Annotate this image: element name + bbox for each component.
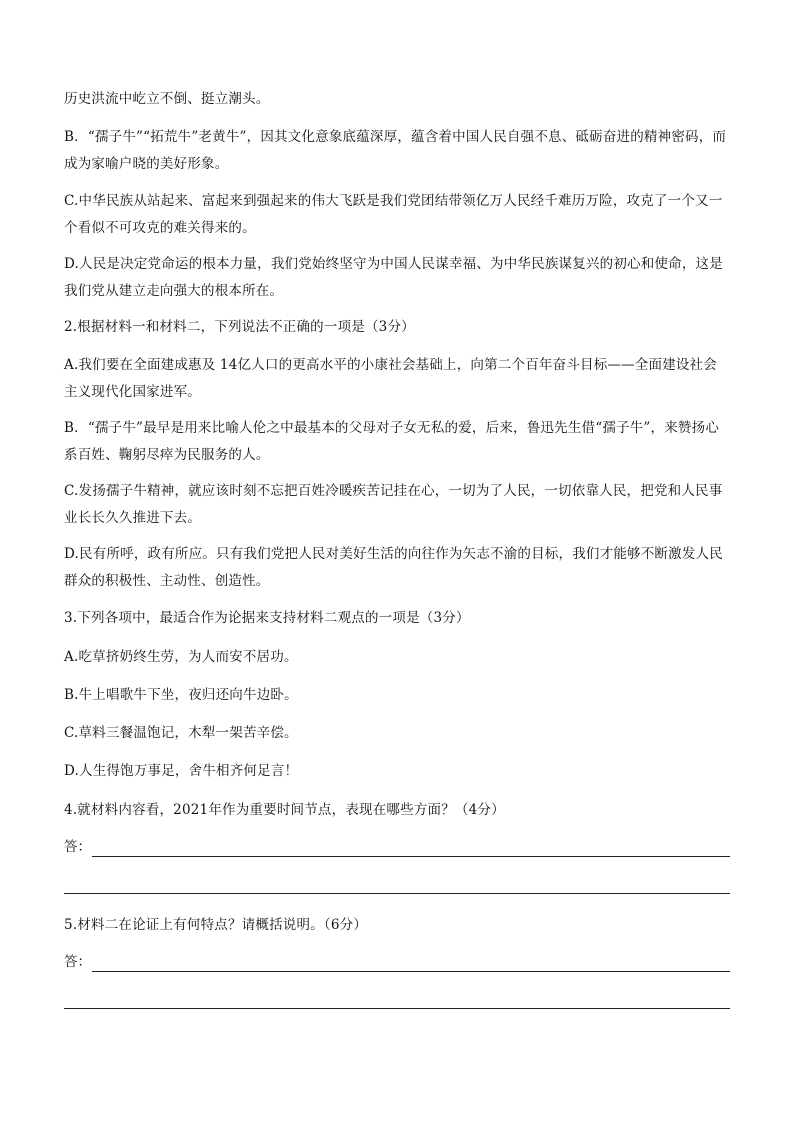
q5-stem: 5.材料二在论证上有何特点？请概括说明。（6分） [64,917,368,933]
q5-answer-label: 答： [64,954,91,970]
q2-stem: 2.根据材料一和材料二，下列说法不正确的一项是（3分） [64,319,415,335]
q1-option-d: D.人民是决定党命运的根本力量，我们党始终坚守为中国人民谋幸福、为中华民族谋复兴的初心和使命，这是我们党从建立走向强大的根本所在。 [64,256,723,299]
q4-answer-line-2[interactable] [64,893,730,894]
q4-stem: 4.就材料内容看，2021年作为重要时间节点，表现在哪些方面？（4分） [64,802,505,818]
q4-answer-label: 答： [64,839,91,855]
q3-option-b: B.牛上唱歌牛下坐，夜归还向牛边卧。 [64,687,298,703]
q5-answer-row[interactable] [64,950,730,972]
q5-answer-line-2[interactable] [64,1008,730,1009]
q3-option-c: C.草料三餐温饱记，木犁一架苦辛偿。 [64,725,298,741]
q2-option-c: C.发扬孺子牛精神，就应该时刻不忘把百姓冷暖疾苦记挂在心，一切为了人民，一切依靠人民，把党和人民事业长长久久推进下去。 [64,483,723,526]
q3-option-d: D.人生得饱万事足，舍牛相齐何足言！ [64,763,299,779]
q4-answer-row[interactable] [64,835,730,857]
q2-option-d: D.民有所呼，政有所应。只有我们党把人民对美好生活的向往作为矢志不渝的目标，我们才能够不断激发人民群众的积极性、主动性、创造性。 [64,546,723,589]
q1-option-b: B．“孺子牛”“拓荒牛”老黄牛”，因其文化意象底蕴深厚，蕴含着中国人民自强不息、砥砺奋进的精神密码，而成为家喻户晓的美好形象。 [64,129,727,172]
q2-option-b: B．“孺子牛”最早是用来比喻人伦之中最基本的父母对子女无私的爱，后来，鲁迅先生借“孺子牛”，来赞扬心系百姓、鞠躬尽瘁为民服务的人。 [64,420,720,463]
q1-option-a-continuation: 历史洪流中屹立不倒、挺立潮头。 [64,91,270,107]
q3-stem: 3.下列各项中，最适合作为论据来支持材料二观点的一项是（3分） [64,610,470,626]
q2-option-a: A.我们要在全面建成惠及 14亿人口的更高水平的小康社会基础上，向第二个百年奋斗目标——全面建设社会主义现代化国家进军。 [64,357,718,400]
q5-answer-line[interactable] [92,971,730,972]
q1-option-c: C.中华民族从站起来、富起来到强起来的伟大飞跃是我们党团结带领亿万人民经千难历万险，攻克了一个又一个看似不可攻克的难关得来的。 [64,193,723,236]
q3-option-a: A.吃草挤奶终生劳，为人而安不居功。 [64,649,298,665]
q4-answer-line[interactable] [92,856,730,857]
